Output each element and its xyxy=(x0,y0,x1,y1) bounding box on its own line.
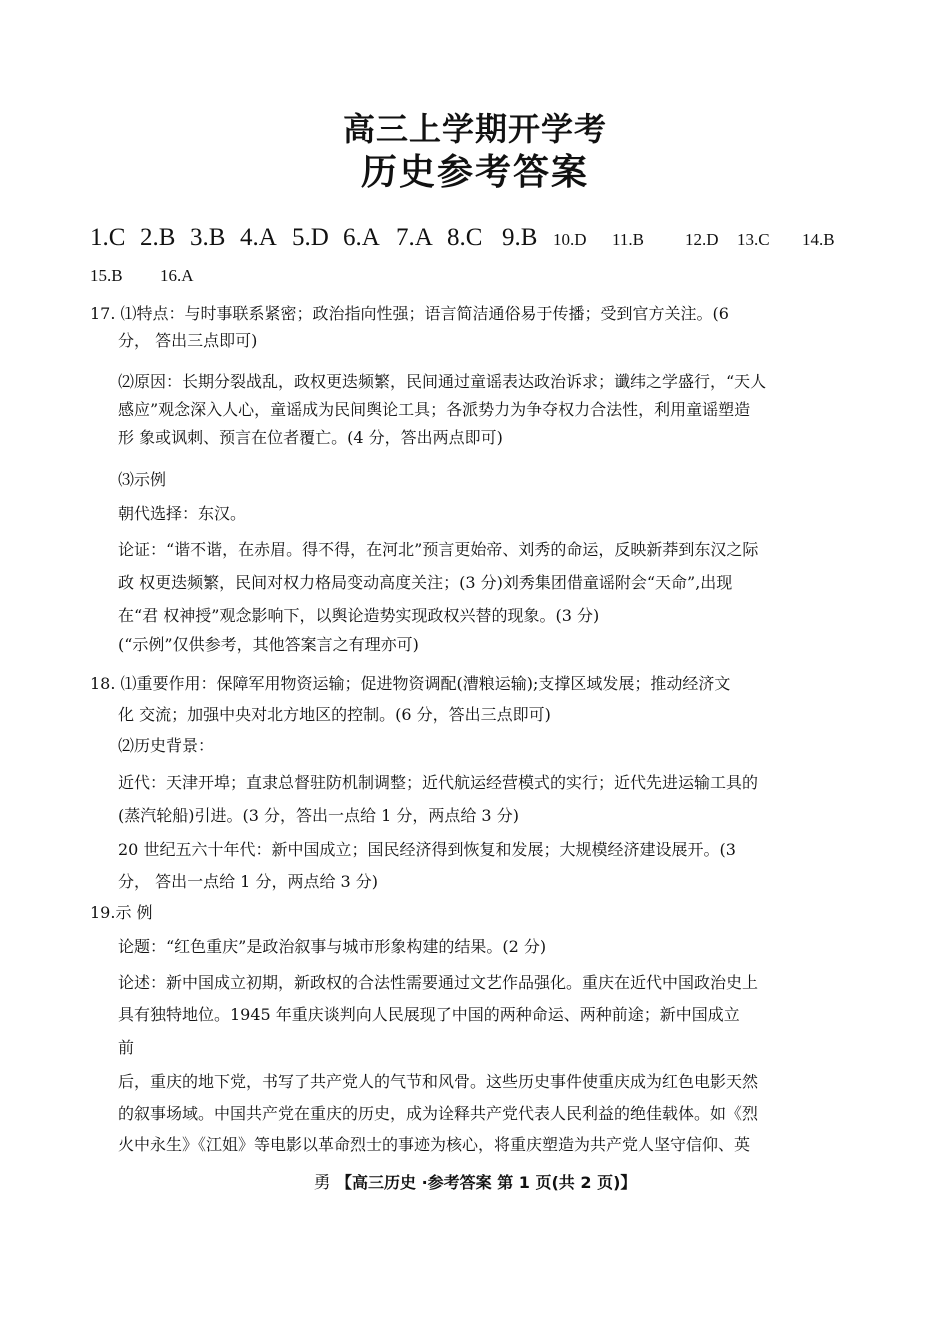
q17-part2-line2: 感应”观念深入人心，童谣成为民间舆论工具；各派势力为争夺权力合法性，利用童谣塑造 xyxy=(118,400,751,419)
answer-5: 5.D xyxy=(292,224,329,251)
q18-part2-modern1: 近代：天津开埠；直隶总督驻防机制调整；近代航运经营模式的实行；近代先进运输工具的 xyxy=(118,773,759,792)
q19-body-1: 论述：新中国成立初期，新政权的合法性需要通过文艺作品强化。重庆在近代中国政治史上 xyxy=(118,973,759,992)
answer-7: 7.A xyxy=(396,224,433,251)
title-line-1: 高三上学期开学考 xyxy=(342,110,607,148)
q18-part2-modern2: (蒸汽轮船)引进。(3 分，答出一点给 1 分，两点给 3 分) xyxy=(118,806,519,825)
footer-label: 【高三历史 ·参考答案 第 1 页(共 2 页)】 xyxy=(336,1173,637,1192)
answer-9: 9.B xyxy=(502,224,538,251)
answer-6: 6.A xyxy=(343,224,380,251)
q17-part2-line1: ⑵原因：长期分裂战乱，政权更迭频繁，民间通过童谣表达政治诉求；谶纬之学盛行，“天人 xyxy=(118,372,767,391)
answer-13: 13.C xyxy=(737,230,770,249)
q19-heading: 19.示 例 xyxy=(90,903,153,922)
answer-10: 10.D xyxy=(553,230,587,249)
q17-part2-line3: 形 象或讽刺、预言在位者覆亡。(4 分，答出两点即可) xyxy=(118,428,503,447)
q18-part2-1950s2: 分， 答出一点给 1 分，两点给 3 分) xyxy=(118,872,379,891)
answer-8: 8.C xyxy=(447,224,483,251)
q18-part2-heading: ⑵历史背景： xyxy=(118,736,215,755)
answer-2: 2.B xyxy=(140,224,176,251)
answer-14: 14.B xyxy=(802,230,835,249)
q19-body-3: 前 xyxy=(118,1038,135,1057)
q18-part1-line1: 18. ⑴重要作用：保障军用物资运输；促进物资调配(漕粮运输);支撑区域发展；推动经济文 xyxy=(90,674,731,693)
footer-lead: 勇 xyxy=(313,1173,331,1193)
q19-body-2: 具有独特地位。1945 年重庆谈判向人民展现了中国的两种命运、两种前途；新中国成立 xyxy=(118,1005,740,1024)
q17-part1-line1: 17. ⑴特点：与时事联系紧密；政治指向性强；语言简洁通俗易于传播；受到官方关注。(6 xyxy=(90,304,729,323)
answer-3: 3.B xyxy=(190,224,226,251)
q17-part3-arg2: 政 权更迭频繁，民间对权力格局变动高度关注；(3 分)刘秀集团借童谣附会“天命”,出现 xyxy=(118,573,733,592)
answer-1: 1.C xyxy=(90,224,126,251)
q19-body-6: 火中永生》《江姐》等电影以革命烈士的事迹为核心，将重庆塑造为共产党人坚守信仰、英 xyxy=(118,1135,751,1154)
title-line-2: 历史参考答案 xyxy=(360,152,589,193)
answer-15: 15.B xyxy=(90,266,123,285)
answer-16: 16.A xyxy=(160,266,194,285)
q18-part2-1950s1: 20 世纪五六十年代：新中国成立；国民经济得到恢复和发展；大规模经济建设展开。(3 xyxy=(118,840,736,859)
q19-body-4: 后，重庆的地下党，书写了共产党人的气节和风骨。这些历史事件使重庆成为红色电影天然 xyxy=(118,1072,759,1091)
q19-topic: 论题：“红色重庆”是政治叙事与城市形象构建的结果。(2 分) xyxy=(118,937,547,956)
q19-body-5: 的叙事场域。中国共产党在重庆的历史，成为诠释共产党代表人民利益的绝佳载体。如《烈 xyxy=(118,1104,759,1123)
answer-4: 4.A xyxy=(240,224,277,251)
q17-part3-arg1: 论证：“谐不谐，在赤眉。得不得，在河北”预言更始帝、刘秀的命运，反映新莽到东汉之际 xyxy=(118,540,759,559)
answer-12: 12.D xyxy=(685,230,719,249)
q17-part3-heading: ⑶示例 xyxy=(118,470,167,489)
q18-part1-line2: 化 交流；加强中央对北方地区的控制。(6 分，答出三点即可) xyxy=(118,705,551,724)
answer-11: 11.B xyxy=(612,230,644,249)
page-footer xyxy=(0,1168,950,1193)
q17-part3-note: (“示例”仅供参考，其他答案言之有理亦可) xyxy=(118,635,419,654)
q17-part3-dynasty: 朝代选择：东汉。 xyxy=(118,504,247,523)
q17-part1-line2: 分， 答出三点即可) xyxy=(118,331,258,350)
q17-part3-arg3: 在“君 权神授”观念影响下，以舆论造势实现政权兴替的现象。(3 分) xyxy=(118,606,600,625)
